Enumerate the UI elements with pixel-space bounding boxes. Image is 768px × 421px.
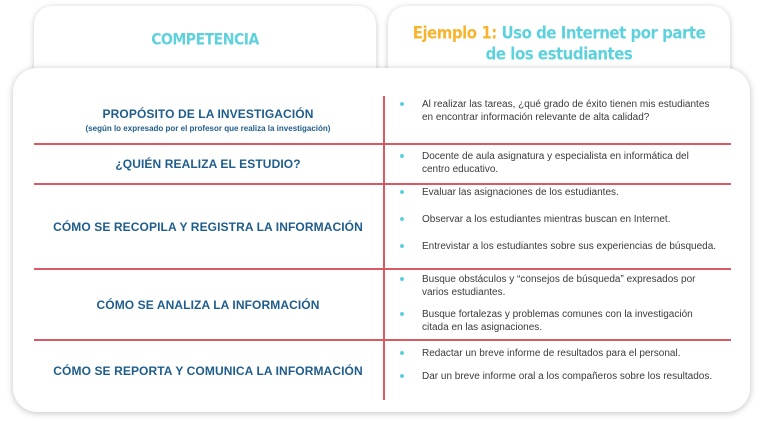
vertical-divider [383, 96, 385, 400]
list-item: Entrevistar a los estudiantes sobre sus experiencias de búsqueda. [396, 240, 718, 253]
row-label-analiza [34, 270, 382, 339]
row-label-text: ¿QUIÉN REALIZA EL ESTUDIO? [115, 157, 301, 171]
row-label-text: PROPÓSITO DE LA INVESTIGACIÓN [102, 106, 314, 121]
list-item: Busque obstáculos y “consejos de búsqueda” expresados por varios estudiantes. [396, 273, 718, 299]
list-item: Redactar un breve informe de resultados para el personal. [396, 347, 718, 360]
ejemplo-title [413, 23, 706, 66]
list-item: Evaluar las asignaciones de los estudiantes. [396, 186, 718, 199]
ejemplo-prefix: Ejemplo 1: [412, 22, 497, 43]
ejemplo-title-line1: Uso de Internet por parte [496, 22, 706, 43]
row-label-text: CÓMO SE ANALIZA LA INFORMACIÓN [96, 297, 320, 312]
competencia-title: COMPETENCIA [151, 30, 259, 50]
row-label-recopila [34, 185, 382, 268]
row-items-proposito [396, 98, 718, 124]
list-item: Dar un breve informe oral a los compañeros sobre los resultados. [396, 370, 718, 383]
row-sublabel-text: (según lo expresado por el profesor que realiza la investigación) [85, 123, 331, 133]
row-label-proposito [34, 96, 382, 143]
row-items-analiza [396, 273, 718, 334]
ejemplo-title-line2: de los estudiantes [485, 44, 633, 65]
row-items-recopila [396, 186, 718, 253]
row-label-quien [34, 145, 382, 183]
list-item: Al realizar las tareas, ¿qué grado de éxito tienen mis estudiantes en encontrar información relevante de alta calidad? [396, 98, 718, 124]
list-item: Observar a los estudiantes mientras buscan en Internet. [396, 213, 718, 226]
row-items-reporta [396, 347, 718, 383]
row-label-reporta [34, 341, 382, 400]
list-item: Busque fortalezas y problemas comunes con la investigación citada en las asignaciones. [396, 308, 718, 334]
list-item: Docente de aula asignatura y especialista en informática del centro educativo. [396, 150, 718, 176]
row-label-text: CÓMO SE RECOPILA Y REGISTRA LA INFORMACIÓN [53, 219, 363, 234]
row-label-text: CÓMO SE REPORTA Y COMUNICA LA INFORMACIÓN [53, 363, 363, 378]
row-items-quien [396, 150, 718, 176]
